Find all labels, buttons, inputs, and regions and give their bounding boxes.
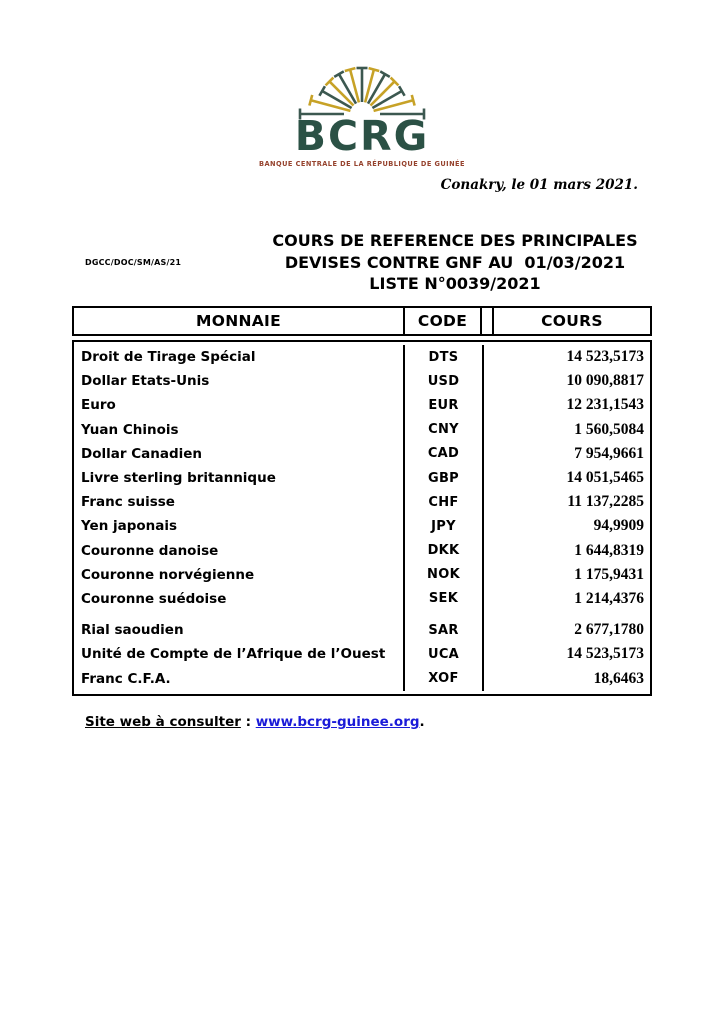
table-cell-exchange-rate: 14 523,5173: [566, 348, 644, 366]
table-cell-currency-code: UCA: [427, 646, 460, 662]
table-cell-currency-code: GBP: [427, 470, 459, 486]
table-cell-exchange-rate: 94,9909: [593, 517, 644, 535]
column-header-code: CODE: [405, 308, 482, 334]
table-cell-exchange-rate: 1 644,8319: [574, 541, 644, 559]
website-note-suffix: .: [419, 714, 425, 730]
table-cell-currency-code: USD: [427, 373, 460, 389]
table-cell-currency-code: NOK: [427, 567, 460, 583]
table-cell-exchange-rate: 1 214,4376: [574, 589, 644, 607]
reference-number: DGCC/DOC/SM/AS/21: [85, 258, 182, 267]
table-cell-currency-code: SAR: [428, 622, 459, 638]
table-cell-currency-code: EUR: [428, 397, 459, 413]
table-col-code: [405, 345, 484, 691]
title-line-2: DEVISES CONTRE GNF AU 01/03/2021: [284, 252, 626, 272]
table-cell-currency-name: Yuan Chinois: [81, 421, 179, 438]
table-cell-currency-name: Dollar Canadien: [81, 445, 202, 462]
table-cell-currency-name: Dollar Etats-Unis: [81, 373, 210, 390]
website-note-separator: :: [240, 714, 256, 730]
title-line-3: LISTE N°0039/2021: [369, 274, 541, 293]
table-cell-exchange-rate: 11 137,2285: [567, 493, 644, 511]
table-cell-currency-code: DKK: [427, 543, 460, 559]
table-cell-currency-code: DTS: [428, 349, 459, 365]
table-cell-exchange-rate: 1 175,9431: [574, 565, 644, 583]
table-cell-currency-name: Couronne norvégienne: [81, 566, 255, 583]
table-cell-currency-name: Couronne suédoise: [81, 590, 227, 607]
table-cell-currency-name: Rial saoudien: [81, 622, 184, 639]
table-cell-currency-name: Couronne danoise: [81, 542, 219, 559]
table-cell-currency-name: Franc C.F.A.: [81, 670, 171, 687]
table-body: [72, 340, 652, 696]
table-cell-currency-code: CAD: [427, 446, 460, 462]
logo-acronym: BCRG: [294, 112, 430, 160]
table-col-monnaie: [74, 345, 405, 691]
table-cell-exchange-rate: 14 051,5465: [566, 469, 644, 487]
table-cell-exchange-rate: 10 090,8817: [566, 372, 644, 390]
exchange-rate-table: [72, 306, 652, 696]
table-cell-currency-name: Yen japonais: [81, 518, 178, 535]
table-cell-exchange-rate: 1 560,5084: [574, 420, 644, 438]
title-line-1: COURS DE REFERENCE DES PRINCIPALES: [272, 231, 638, 250]
table-cell-exchange-rate: 12 231,1543: [566, 396, 644, 414]
table-cell-currency-name: Unité de Compte de l’Afrique de l’Ouest: [81, 646, 386, 663]
website-note-label: Site web à consulter: [85, 714, 241, 730]
table-cell-currency-code: SEK: [428, 591, 459, 607]
logo-rays-icon: [277, 48, 447, 120]
table-cell-currency-name: Livre sterling britannique: [81, 470, 276, 487]
table-cell-exchange-rate: 7 954,9661: [574, 444, 644, 462]
table-header-row: [72, 306, 652, 336]
table-cell-currency-code: JPY: [431, 518, 456, 534]
website-link[interactable]: www.bcrg-guinee.org: [255, 714, 420, 730]
column-header-monnaie: MONNAIE: [74, 308, 405, 334]
bcrg-logo: [0, 48, 724, 168]
table-cell-exchange-rate: 2 677,1780: [574, 621, 644, 639]
logo-tagline: BANQUE CENTRALE DE LA RÉPUBLIQUE DE GUINÉE: [259, 160, 465, 168]
table-cell-exchange-rate: 14 523,5173: [566, 645, 644, 663]
table-cell-exchange-rate: 18,6463: [593, 669, 644, 687]
table-cell-currency-name: Franc suisse: [81, 494, 175, 511]
table-cell-currency-name: Euro: [81, 397, 116, 414]
document-title: [252, 230, 658, 295]
dateline: Conakry, le 01 mars 2021.: [440, 177, 638, 193]
table-cell-currency-code: CNY: [428, 422, 459, 438]
table-cell-currency-code: CHF: [428, 494, 459, 510]
header-column-gap: [482, 308, 492, 334]
table-cell-currency-code: XOF: [428, 671, 459, 687]
table-col-cours: [484, 345, 650, 691]
table-cell-currency-name: Droit de Tirage Spécial: [81, 349, 256, 366]
website-note: [85, 714, 425, 730]
column-header-cours: COURS: [492, 308, 650, 334]
